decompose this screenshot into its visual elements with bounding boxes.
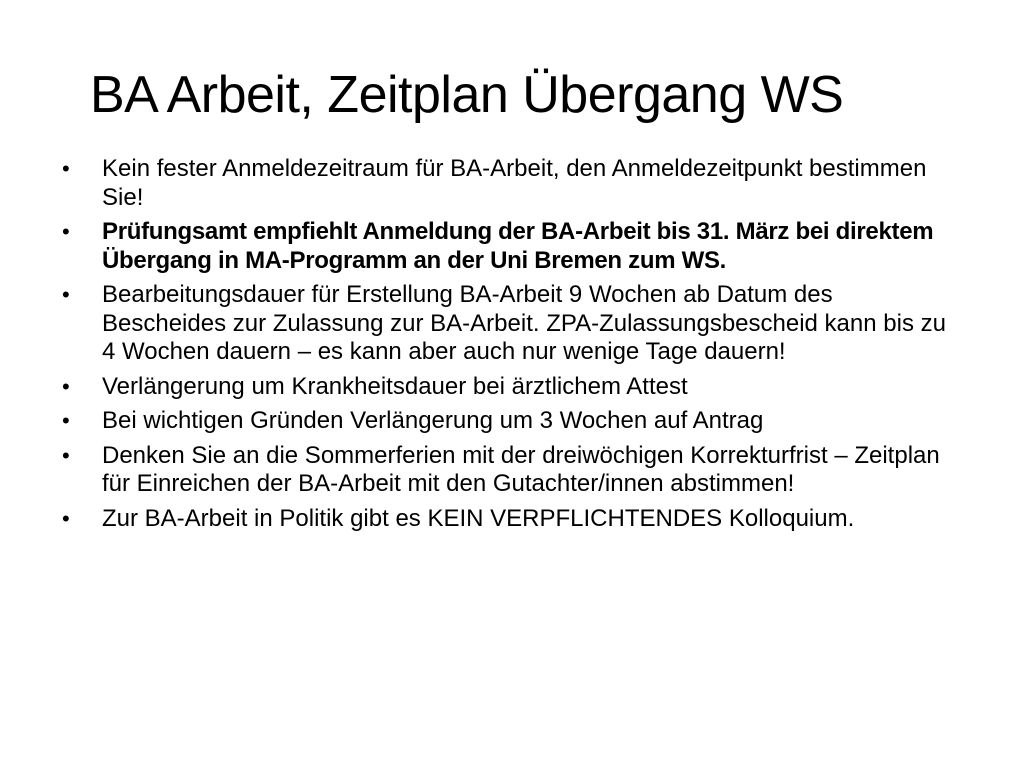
bullet-icon: •: [62, 282, 70, 307]
bullet-text: Verlängerung um Krankheitsdauer bei ärztlichem Attest: [102, 372, 688, 400]
bullet-icon: •: [62, 156, 70, 181]
bullet-text: Kein fester Anmeldezeitraum für BA-Arbeit, den Anmeldezeitpunkt bestimmen Sie!: [102, 155, 927, 211]
bullet-item: [62, 505, 962, 534]
bullet-item: [62, 442, 962, 499]
bullet-list: [62, 155, 962, 539]
bullet-text: Prüfungsamt empfiehlt Anmeldung der BA-Arbeit bis 31. März bei direktem Übergang in MA-Programm an der Uni Bremen zum WS.: [102, 218, 934, 274]
bullet-icon: •: [62, 442, 70, 468]
bullet-item-emphasized: [62, 218, 962, 275]
bullet-text: Bearbeitungsdauer für Erstellung BA-Arbeit 9 Wochen ab Datum des Bescheides zur Zulassung zur BA-Arbeit. ZPA-Zulassungsbescheid kann bis zu 4 Wochen dauern – es kann aber auch nur wenige Tage dauern!: [102, 281, 946, 365]
slide-title: BA Arbeit, Zeitplan Übergang WS: [90, 66, 844, 124]
bullet-icon: •: [62, 408, 70, 433]
bullet-icon: •: [62, 373, 70, 399]
bullet-item: [62, 155, 962, 212]
bullet-text: Denken Sie an die Sommerferien mit der dreiwöchigen Korrekturfrist – Zeitplan für Einreichen der BA-Arbeit mit den Gutachter/innen abstimmen!: [102, 441, 940, 497]
bullet-icon: •: [62, 505, 70, 531]
bullet-item: [62, 281, 962, 367]
bullet-text: Bei wichtigen Gründen Verlängerung um 3 Wochen auf Antrag: [102, 407, 764, 434]
bullet-item: [62, 407, 962, 436]
bullet-text: Zur BA-Arbeit in Politik gibt es KEIN VERPFLICHTENDES Kolloquium.: [102, 504, 855, 532]
bullet-item: [62, 373, 962, 402]
bullet-icon: •: [62, 219, 70, 244]
